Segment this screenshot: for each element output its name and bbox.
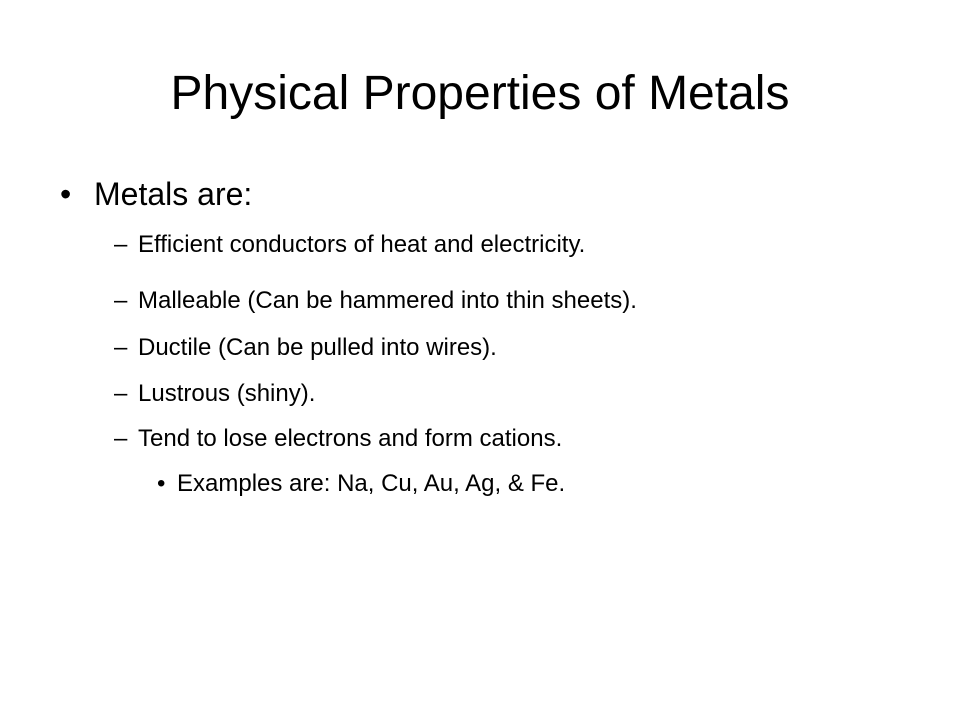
sub-bullet-ductile xyxy=(114,330,497,366)
bullet-metals-are xyxy=(60,171,252,217)
bullet-marker: • xyxy=(60,176,72,212)
dash-marker: – xyxy=(114,231,128,258)
dash-marker: – xyxy=(114,334,128,361)
sub-bullet-malleable xyxy=(114,283,637,319)
sub-bullet-conductors xyxy=(114,227,585,263)
sub-bullet-text: Malleable (Can be hammered into thin sheets). xyxy=(138,287,637,314)
dash-marker: – xyxy=(114,380,128,407)
sub-bullet-cations xyxy=(114,421,562,457)
sub-bullet-text: Efficient conductors of heat and electricity. xyxy=(138,231,586,258)
slide-title: Physical Properties of Metals xyxy=(170,67,790,120)
dash-marker: – xyxy=(114,425,128,452)
example-bullet xyxy=(157,466,565,502)
dash-marker: – xyxy=(114,287,128,314)
sub-bullet-lustrous xyxy=(114,376,315,412)
sub-bullet-text: Tend to lose electrons and form cations. xyxy=(138,425,563,452)
sub-bullet-text: Lustrous (shiny). xyxy=(138,380,316,407)
sub-bullet-text: Ductile (Can be pulled into wires). xyxy=(138,334,497,361)
bullet-marker: • xyxy=(157,470,166,497)
example-text: Examples are: Na, Cu, Au, Ag, & Fe. xyxy=(177,470,566,497)
bullet-text: Metals are: xyxy=(94,176,253,212)
